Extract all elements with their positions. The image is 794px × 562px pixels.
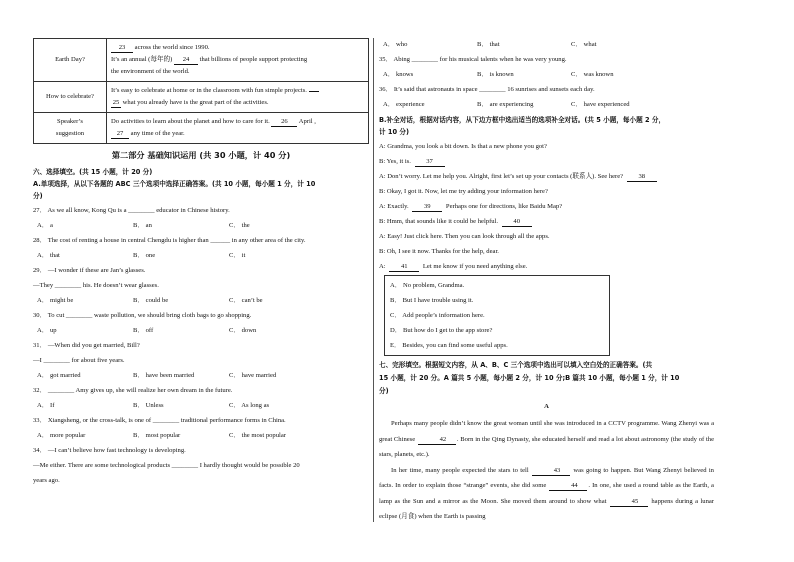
dialogue-text: A: Grandma, you look a bit down. Is that a new phone you got? xyxy=(379,143,547,150)
choice-item: A． No problem, Grandma. xyxy=(390,282,465,289)
question-line: —They ________ his. He doesn’t wear glasses. xyxy=(33,282,159,289)
table-row-label: How to celebrate? xyxy=(34,82,107,113)
option: C． what xyxy=(571,41,597,48)
option: A． got married xyxy=(37,372,81,379)
question-line: —I ________ for about five years. xyxy=(33,357,125,364)
left-column xyxy=(33,38,369,487)
answer-blank: 40 xyxy=(502,217,532,227)
table-text: It’s an annual (每年的) xyxy=(111,56,174,63)
option: A． more popular xyxy=(37,432,86,439)
answer-blank: 37 xyxy=(415,157,445,167)
answer-blank: 43 xyxy=(532,466,570,476)
table-text: April , xyxy=(297,118,316,125)
blank-25-trail xyxy=(309,91,319,92)
section-title: 分) xyxy=(379,387,389,395)
speaker-table xyxy=(33,38,369,144)
question-list xyxy=(33,205,369,487)
dialogue-line xyxy=(379,261,714,273)
options-row xyxy=(33,400,369,412)
passage-text: was going to happen. But Wang Zhenyi believed in facts. In order to explain those “strange” events, she did some xyxy=(379,466,714,489)
option: B． an xyxy=(133,222,152,229)
question-line: 29． —I wonder if these are Jan’s glasses. xyxy=(33,267,146,274)
table-text: any time of the year. xyxy=(129,130,185,137)
option: A． up xyxy=(37,327,57,334)
question-line: 27． As we all know, Kong Qu is a ________ educator in Chinese history. xyxy=(33,207,230,214)
table-text: It’s easy to celebrate at home or in the classroom with fun simple projects. xyxy=(111,87,309,94)
dialogue-line xyxy=(379,186,714,198)
option: B． that xyxy=(477,41,500,48)
passage-text: . Born in the Qing Dynasty, she educated herself and read a lot about astronomy (the study of the stars, planets, etc.). xyxy=(379,435,714,458)
option: A． experience xyxy=(383,101,425,108)
table-row-content xyxy=(107,82,369,113)
choice-item: B． But I have trouble using it. xyxy=(390,297,474,304)
dialogue-text: A: Don’t worry. Let me help you. Alright, first let’s set up your contacts (联系人). See here? xyxy=(379,173,625,180)
option: A． If xyxy=(37,402,55,409)
column-divider xyxy=(373,38,374,522)
option: C． was known xyxy=(571,71,614,78)
table-text: Do activities to learn about the planet and how to care for it. xyxy=(111,118,272,125)
options-row xyxy=(379,99,714,111)
option: C． have experienced xyxy=(571,101,630,108)
passage-text: . In one, she used a round table as the Earth, a lamp as the Sun and a mirror as the Moon. She moved them around to show what xyxy=(379,482,714,505)
question-line: 28． The cost of renting a house in central Chengdu is higher than ______ in any other area of the city. xyxy=(33,237,306,244)
option: B． one xyxy=(133,252,156,259)
answer-blank: 38 xyxy=(627,172,657,182)
dialogue-text: Let me know if you need anything else. xyxy=(421,263,528,270)
option: C． As long as xyxy=(229,402,270,409)
option: C． it xyxy=(229,252,246,259)
table-row-label xyxy=(34,113,107,144)
section-title: 15 小题，计 20 分。A 篇共 5 小题，每小题 2 分，计 10 分;B 篇共 10 小题，每小题 1 分，计 10 xyxy=(379,374,680,382)
answer-blank: 42 xyxy=(418,435,456,445)
options-row xyxy=(33,370,369,382)
choice-item: E． Besides, you can find some useful apps. xyxy=(390,342,508,349)
option: C． the most popular xyxy=(229,432,286,439)
section-instruction: 计 10 分) xyxy=(379,128,409,136)
blank-26: 26 xyxy=(271,117,297,127)
option: B． Unless xyxy=(133,402,164,409)
options-row xyxy=(33,430,369,442)
blank-27: 27 xyxy=(111,129,129,139)
option: C． have married xyxy=(229,372,277,379)
table-text: across the world since 1990. xyxy=(133,44,210,51)
dialogue-line xyxy=(379,156,714,168)
option: B． could be xyxy=(133,297,169,304)
dialogue-text: A: Exactly. xyxy=(379,203,411,210)
table-row xyxy=(34,82,369,113)
answer-blank: 45 xyxy=(610,497,648,507)
question-line: 31． —When did you get married, Bill? xyxy=(33,342,140,349)
option: C． the xyxy=(229,222,250,229)
option: B． have been married xyxy=(133,372,195,379)
dialogue-text: A: Easy! Just click here. Then you can look through all the apps. xyxy=(379,233,550,240)
choice-item: C． Add people’s information here. xyxy=(390,312,485,319)
passage-paragraph xyxy=(379,416,714,463)
option: A． knows xyxy=(383,71,414,78)
blank-25: 25 xyxy=(112,99,120,106)
table-row xyxy=(34,113,369,144)
question-line: —Me either. There are some technological products ________ I hardly thought would be possible 20 xyxy=(33,462,300,469)
passage-text: Perhaps many people didn’t know the great woman until she was introduced in a CCTV programme. Wang Zhenyi was a great Chinese xyxy=(379,420,714,443)
dialogue xyxy=(379,141,714,273)
part-title: 第二部分 基础知识运用 (共 30 小题，计 40 分) xyxy=(111,150,291,160)
option: A． a xyxy=(37,222,53,229)
option: B． is known xyxy=(477,71,514,78)
options-row xyxy=(379,69,714,81)
question-line: 36． It’s said that astronauts in space ________ 16 sunrises and sunsets each day. xyxy=(379,86,595,93)
option: A． that xyxy=(37,252,60,259)
dialogue-text: B: Hmm, that sounds like it could be helpful. xyxy=(379,218,500,225)
dialogue-text: B: Okay, I got it. Now, let me try adding your information here? xyxy=(379,188,548,195)
option: A． might be xyxy=(37,297,74,304)
passage-paragraph xyxy=(379,463,714,525)
blank-23: 23 xyxy=(111,43,133,53)
section-instruction: A.单项选择，从以下各题的 ABC 三个选项中选择正确答案。(共 10 小题，每小题 1 分，计 10 xyxy=(33,180,316,188)
table-row xyxy=(34,39,369,82)
dialogue-line xyxy=(379,171,714,183)
dialogue-text: B: Yes, it is. xyxy=(379,158,413,165)
table-row-content xyxy=(107,39,369,82)
dialogue-line xyxy=(379,141,714,153)
dialogue-line xyxy=(379,246,714,258)
question-line: years ago. xyxy=(33,477,60,484)
question-line: 33． Xiangsheng, or the cross-talk, is one of ________ traditional performance forms in China. xyxy=(33,417,286,424)
passage-text: happens during a lunar eclipse (月食) when the Earth is passing xyxy=(379,497,714,520)
dialogue-text: Perhaps one for directions, like Baidu Map? xyxy=(444,203,563,210)
question-line: 35． Abing ________ for his musical talents when he was very young. xyxy=(379,56,567,63)
option: A． who xyxy=(383,41,408,48)
options-row xyxy=(33,295,369,307)
answer-blank: 41 xyxy=(389,262,419,272)
right-column xyxy=(379,38,714,525)
section-instruction: 分) xyxy=(33,192,43,200)
question-line: 34． —I can’t believe how fast technology is developing. xyxy=(33,447,186,454)
table-row-content xyxy=(107,113,369,144)
passage xyxy=(379,416,714,525)
options-row xyxy=(33,250,369,262)
option: B． are experiencing xyxy=(477,101,534,108)
option: B． most popular xyxy=(133,432,181,439)
section-title: 六、选择填空。(共 15 小题，计 20 分) xyxy=(33,168,153,176)
answer-blank: 44 xyxy=(549,481,587,491)
option: B． off xyxy=(133,327,154,334)
passage-label: A xyxy=(544,403,549,410)
choice-item: D． But how do I get to the app store? xyxy=(390,327,493,334)
table-text: that billions of people support protecting xyxy=(198,56,308,63)
option: C． down xyxy=(229,327,257,334)
dialogue-line xyxy=(379,231,714,243)
dialogue-text: B: Oh, I see it now. Thanks for the help, dear. xyxy=(379,248,499,255)
table-text: the environment of the world. xyxy=(111,68,190,75)
section-title: 七、完形填空。根据短文内容，从 A、B、C 三个选项中选出可以填入空白处的正确答案。(共 xyxy=(379,361,653,369)
table-row-label: Earth Day? xyxy=(34,39,107,82)
options-row xyxy=(33,220,369,232)
options-row xyxy=(33,325,369,337)
passage-text: In her time, many people expected the stars to tell xyxy=(391,466,532,474)
blank-24: 24 xyxy=(174,55,198,65)
dialogue-line xyxy=(379,216,714,228)
choice-box xyxy=(384,275,610,356)
answer-blank: 39 xyxy=(412,202,442,212)
dialogue-line xyxy=(379,201,714,213)
dialogue-text: A: xyxy=(379,263,388,270)
question-line: 32． ________ Amy gives up, she will realize her own dream in the future. xyxy=(33,387,233,394)
section-instruction: B.补全对话，根据对话内容，从下边方框中选出适当的选项补全对话。(共 5 小题，每小题 2 分， xyxy=(379,116,666,124)
options-row xyxy=(379,39,714,51)
table-text: what you already have is the great part of the activities. xyxy=(121,99,269,106)
question-line: 30． To cut ________ waste pollution, we should bring cloth bags to go shopping. xyxy=(33,312,252,319)
option: C． can’t be xyxy=(229,297,263,304)
label-line: Speaker’s xyxy=(57,118,83,125)
label-line: suggestion xyxy=(55,130,85,137)
